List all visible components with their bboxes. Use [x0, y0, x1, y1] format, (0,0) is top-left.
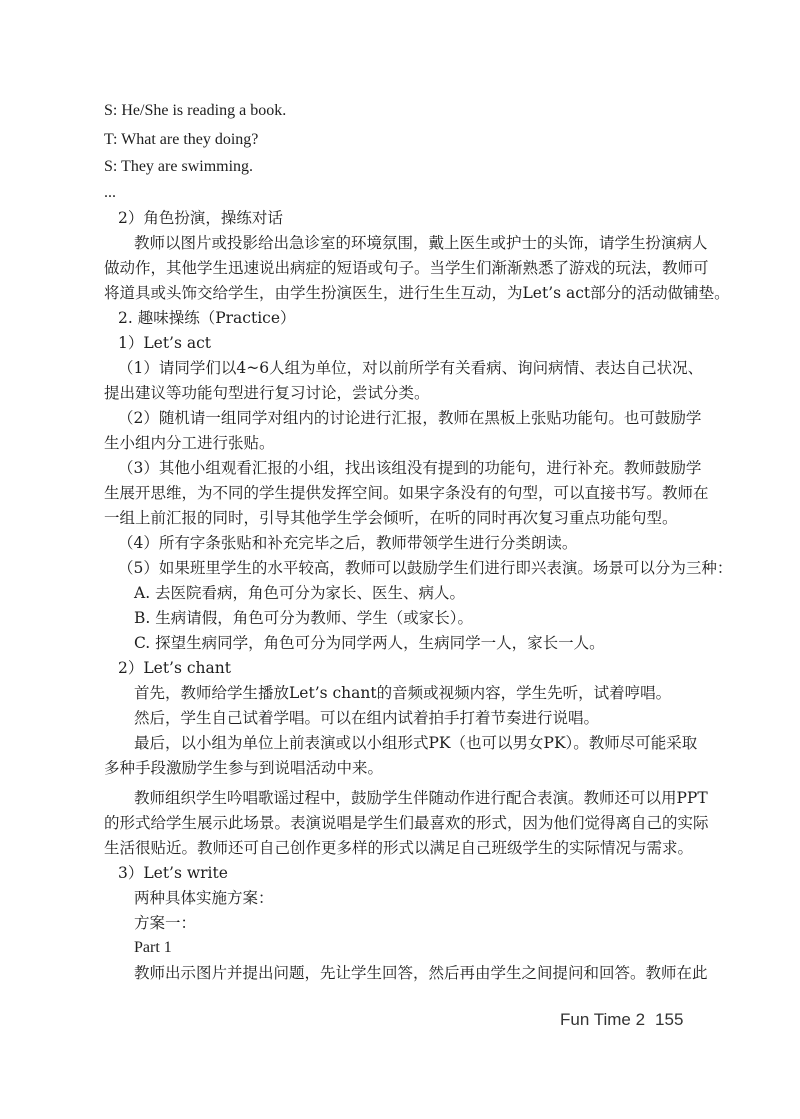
paragraph-line: （1）请同学们以4~6人组为单位，对以前所学有关看病、询问病情、表达自己状况、	[118, 359, 704, 377]
page-number: 155	[655, 1010, 684, 1029]
paragraph-line: 一组上前汇报的同时，引导其他学生学会倾听，在听的同时再次复习重点功能句型。	[104, 509, 678, 527]
paragraph-line: 两种具体实施方案：	[134, 889, 274, 907]
dialog-line: T: What are they doing?	[104, 131, 259, 148]
paragraph-line: 将道具或头饰交给学生，由学生扮演医生，进行生生互动，为Let’s act部分的活动做铺垫。	[104, 284, 730, 302]
section-heading: 3）Let’s write	[118, 864, 228, 882]
list-item: A. 去医院看病，角色可分为家长、医生、病人。	[134, 584, 466, 602]
paragraph-line: （2）随机请一组同学对组内的讨论进行汇报，教师在黑板上张贴功能句。也可鼓励学	[118, 409, 702, 427]
paragraph-line: 提出建议等功能句型进行复习讨论，尝试分类。	[104, 384, 430, 402]
footer-label: Fun Time 2	[560, 1010, 646, 1029]
section-heading: 2）Let’s chant	[118, 659, 231, 677]
paragraph-line: （5）如果班里学生的水平较高，教师可以鼓励学生们进行即兴表演。场景可以分为三种：	[118, 559, 733, 577]
paragraph-line: 生展开思维，为不同的学生提供发挥空间。如果字条没有的句型，可以直接书写。教师在	[104, 484, 709, 502]
paragraph-line: 生活很贴近。教师还可自己创作更多样的形式以满足自己班级学生的实际情况与需求。	[104, 839, 694, 857]
paragraph-line: （3）其他小组观看汇报的小组，找出该组没有提到的功能句，进行补充。教师鼓励学	[118, 459, 702, 477]
paragraph-line: 教师以图片或投影给出急诊室的环境氛围，戴上医生或护士的头饰，请学生扮演病人	[134, 234, 708, 252]
paragraph-line: 方案一：	[134, 914, 197, 932]
paragraph-line: 教师出示图片并提出问题，先让学生回答，然后再由学生之间提问和回答。教师在此	[134, 964, 708, 982]
ellipsis: ...	[104, 184, 116, 201]
section-heading: 2）角色扮演，操练对话	[118, 209, 283, 227]
paragraph-line: 然后，学生自己试着学唱。可以在组内试着拍手打着节奏进行说唱。	[134, 709, 600, 727]
paragraph-line: 首先，教师给学生播放Let’s chant的音频或视频内容，学生先听，试着哼唱。	[134, 684, 672, 702]
list-item: C. 探望生病同学，角色可分为同学两人，生病同学一人，家长一人。	[134, 634, 605, 652]
section-heading: 1）Let’s act	[118, 334, 212, 352]
dialog-line: S: He/She is reading a book.	[104, 102, 287, 119]
paragraph-line: 的形式给学生展示此场景。表演说唱是学生们最喜欢的形式，因为他们觉得离自己的实际	[104, 814, 709, 832]
dialog-line: S: They are swimming.	[104, 158, 254, 175]
page-footer	[560, 1010, 683, 1030]
paragraph-line: 生小组内分工进行张贴。	[104, 434, 275, 452]
section-heading: 2. 趣味操练（Practice）	[118, 309, 296, 327]
list-item: B. 生病请假，角色可分为教师、学生（或家长）。	[134, 609, 473, 627]
paragraph-line: 多种手段激励学生参与到说唱活动中来。	[104, 759, 384, 777]
paragraph-line: 教师组织学生吟唱歌谣过程中，鼓励学生伴随动作进行配合表演。教师还可以用PPT	[134, 789, 708, 807]
paragraph-line: 做动作，其他学生迅速说出病症的短语或句子。当学生们渐渐熟悉了游戏的玩法，教师可	[104, 259, 709, 277]
paragraph-line: （4）所有字条张贴和补充完毕之后，教师带领学生进行分类朗读。	[118, 534, 578, 552]
part-label: Part 1	[134, 939, 172, 956]
paragraph-line: 最后，以小组为单位上前表演或以小组形式PK（也可以男女PK）。教师尽可能采取	[134, 734, 698, 752]
